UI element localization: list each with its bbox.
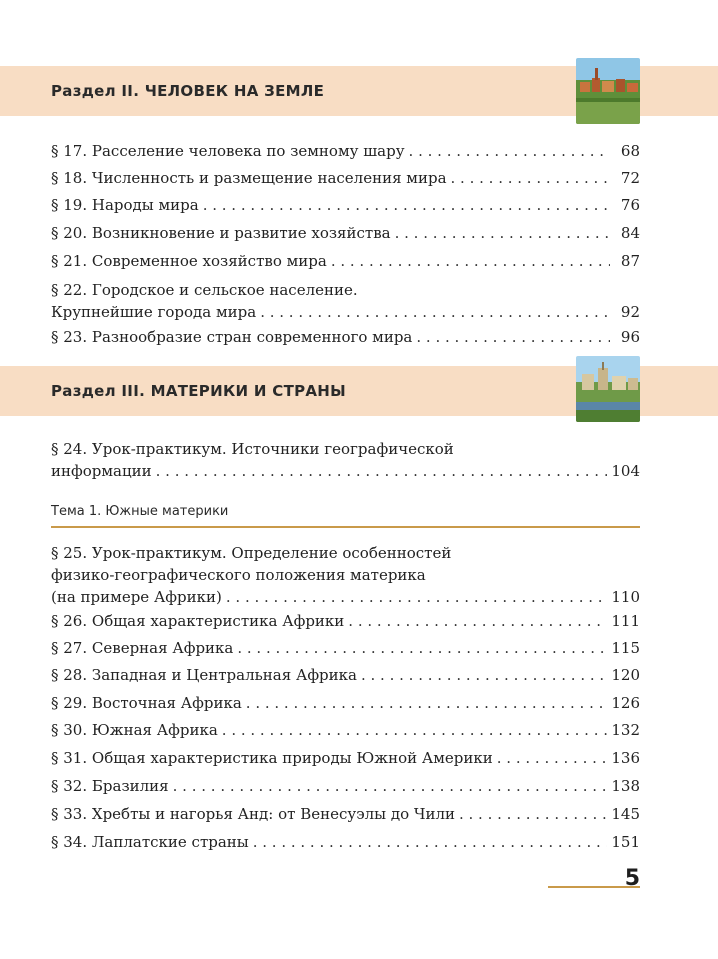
entry-title: § 27. Северная Африка [51, 639, 234, 657]
leader-dots [348, 610, 607, 632]
leader-dots [260, 301, 610, 323]
theme-1-title: Тема 1. Южные материки [51, 504, 229, 519]
leader-dots [237, 637, 607, 659]
leader-dots [331, 250, 610, 272]
city-photo-image [576, 356, 640, 422]
leader-dots [497, 747, 608, 769]
toc-entry-31[interactable] [51, 747, 640, 769]
page-ref: 115 [611, 639, 640, 657]
toc-entry-19[interactable] [51, 194, 640, 216]
page-number: 5 [624, 866, 640, 891]
toc-entry-25[interactable] [51, 542, 640, 608]
toc-entry-18[interactable] [51, 167, 640, 189]
entry-title: § 22. Городское и сельское население. [51, 281, 358, 299]
entry-title: § 31. Общая характеристика природы Южной Америки [51, 749, 493, 767]
leader-dots [361, 664, 607, 686]
leader-dots [246, 692, 608, 714]
entry-title: § 20. Возникновение и развитие хозяйства [51, 224, 391, 242]
leader-dots [173, 775, 608, 797]
toc-entry-28[interactable] [51, 664, 640, 686]
entry-title-cont: (на примере Африки) [51, 588, 222, 606]
entry-title: § 30. Южная Африка [51, 721, 218, 739]
entry-title: § 26. Общая характеристика Африки [51, 612, 345, 630]
leader-dots [226, 586, 607, 608]
entry-title: § 21. Современное хозяйство мира [51, 252, 327, 270]
toc-entry-32[interactable] [51, 775, 640, 797]
page-ref: 132 [611, 721, 640, 739]
toc-entry-30[interactable] [51, 719, 640, 741]
entry-title: § 28. Западная и Центральная Африка [51, 666, 357, 684]
entry-title: § 34. Лаплатские страны [51, 833, 249, 851]
leader-dots [203, 194, 610, 216]
page-ref: 92 [620, 303, 640, 321]
page-ref: 76 [620, 196, 640, 214]
theme-1-heading [51, 500, 640, 528]
leader-dots [451, 167, 610, 189]
leader-dots [222, 719, 608, 741]
page-ref: 145 [611, 805, 640, 823]
leader-dots [156, 460, 608, 482]
leader-dots [395, 222, 610, 244]
toc-entry-24[interactable] [51, 438, 640, 482]
leader-dots [253, 831, 608, 853]
page-ref: 151 [611, 833, 640, 851]
leader-dots [459, 803, 607, 825]
page-ref: 138 [611, 777, 640, 795]
page-ref: 96 [620, 328, 640, 346]
page-ref: 120 [611, 666, 640, 684]
entry-title-cont: Крупнейшие города мира [51, 303, 257, 321]
leader-dots [409, 140, 610, 162]
page-ref: 126 [611, 694, 640, 712]
section-3-title: Раздел III. МАТЕРИКИ И СТРАНЫ [51, 382, 347, 400]
entry-title: § 23. Разнообразие стран современного мира [51, 328, 413, 346]
page-ref: 87 [620, 252, 640, 270]
toc-entry-23[interactable] [51, 326, 640, 348]
toc-entry-17[interactable] [51, 140, 640, 162]
entry-title: § 29. Восточная Африка [51, 694, 242, 712]
page-ref: 110 [611, 588, 640, 606]
entry-title-cont: информации [51, 462, 152, 480]
toc-entry-29[interactable] [51, 692, 640, 714]
toc-entry-34[interactable] [51, 831, 640, 853]
page-ref: 84 [620, 224, 640, 242]
toc-entry-22[interactable] [51, 279, 640, 323]
entry-title: § 19. Народы мира [51, 196, 199, 214]
entry-title: § 25. Урок-практикум. Определение особенностей [51, 544, 452, 562]
page-ref: 104 [611, 462, 640, 480]
entry-title-cont: физико-географического положения материка [51, 566, 426, 584]
page-ref: 136 [611, 749, 640, 767]
toc-entry-27[interactable] [51, 637, 640, 659]
page-ref: 68 [620, 142, 640, 160]
leader-dots [416, 326, 610, 348]
toc-entry-33[interactable] [51, 803, 640, 825]
entry-title: § 17. Расселение человека по земному шару [51, 142, 405, 160]
toc-entry-21[interactable] [51, 250, 640, 272]
section-2-title: Раздел II. ЧЕЛОВЕК НА ЗЕМЛЕ [51, 82, 325, 100]
entry-title: § 33. Хребты и нагорья Анд: от Венесуэлы до Чили [51, 805, 455, 823]
entry-title: § 32. Бразилия [51, 777, 169, 795]
entry-title: § 18. Численность и размещение населения мира [51, 169, 447, 187]
toc-entry-20[interactable] [51, 222, 640, 244]
page-ref: 72 [620, 169, 640, 187]
toc-entry-26[interactable] [51, 610, 640, 632]
page-ref: 111 [611, 612, 640, 630]
entry-title: § 24. Урок-практикум. Источники географической [51, 440, 454, 458]
town-photo-image [576, 58, 640, 124]
